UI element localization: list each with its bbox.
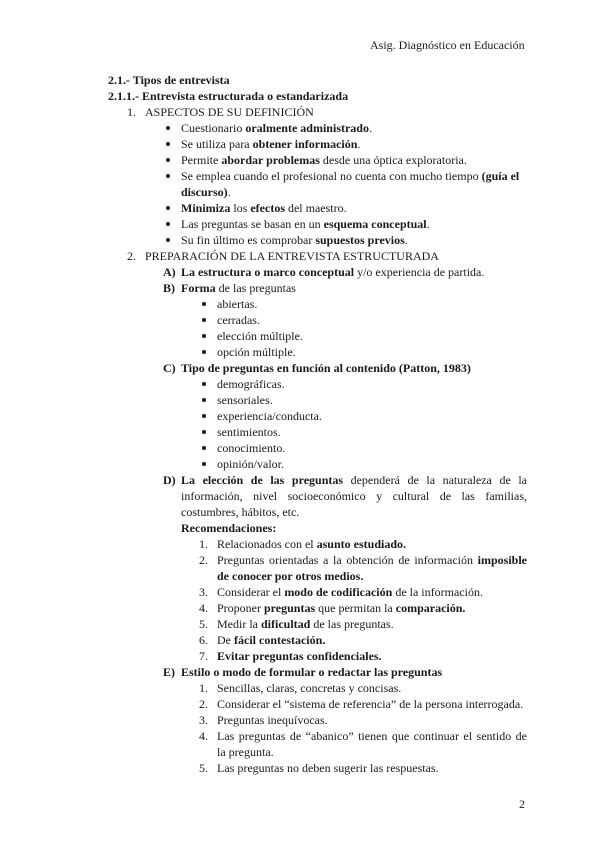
bullet <box>166 158 170 162</box>
rec-item: Proponer preguntas que permitan la comparación. <box>217 601 466 615</box>
item-letter-a: A) <box>163 265 176 279</box>
item-e-text: Estilo o modo de formular o redactar las preguntas <box>181 665 443 679</box>
section-1-title: ASPECTOS DE SU DEFINICIÓN <box>145 105 314 119</box>
rec-item: Evitar preguntas confidenciales. <box>217 649 382 663</box>
rec-item-continuation: de conocer por otros medios. <box>217 569 364 583</box>
section-2-number: 2. <box>127 249 136 263</box>
list-item: Minimiza los efectos del maestro. <box>181 201 347 215</box>
style-number: 3. <box>199 713 208 727</box>
list-item: sensoriales. <box>217 393 273 407</box>
subsection-heading: 2.1.1.- Entrevista estructurada o estandarizada <box>108 89 349 103</box>
rec-number: 3. <box>199 585 208 599</box>
list-item: cerradas. <box>217 313 260 327</box>
item-letter-d: D) <box>163 473 176 487</box>
item-d-line: información, nivel socioeconómico y cultural de las familias, <box>181 489 527 503</box>
list-item: Se utiliza para obtener información. <box>181 137 361 151</box>
style-number: 2. <box>199 697 208 711</box>
list-item: Permite abordar problemas desde una óptica exploratoria. <box>181 153 467 167</box>
rec-item: Medir la dificultad de las preguntas. <box>217 617 394 631</box>
style-number: 5. <box>199 761 208 775</box>
list-item: elección múltiple. <box>217 329 303 343</box>
style-number: 1. <box>199 681 208 695</box>
bullet <box>202 430 206 434</box>
rec-number: 1. <box>199 537 208 551</box>
style-item: Las preguntas de “abanico” tienen que continuar el sentido de <box>217 729 527 743</box>
list-item: experiencia/conducta. <box>217 409 322 423</box>
rec-item: Preguntas orientadas a la obtención de información imposible <box>217 553 527 567</box>
style-item-continuation: la pregunta. <box>217 745 274 759</box>
section-1-number: 1. <box>127 105 136 119</box>
bullet <box>202 414 206 418</box>
bullet <box>202 446 206 450</box>
item-d-line: costumbres, hábitos, etc. <box>181 505 300 519</box>
bullet <box>202 350 206 354</box>
rec-item: Relacionados con el asunto estudiado. <box>217 537 407 551</box>
style-item: Las preguntas no deben sugerir las respuestas. <box>217 761 439 775</box>
list-item: Cuestionario oralmente administrado. <box>181 121 372 135</box>
rec-number: 5. <box>199 617 208 631</box>
bullet <box>202 318 206 322</box>
running-header: Asig. Diagnóstico en Educación <box>370 38 525 52</box>
list-item-continuation: discurso). <box>181 185 231 199</box>
section-2-title: PREPARACIÓN DE LA ENTREVISTA ESTRUCTURADA <box>145 249 439 263</box>
bullet <box>166 238 170 242</box>
item-a-text: La estructura o marco conceptual y/o experiencia de partida. <box>181 265 485 279</box>
list-item: conocimiento. <box>217 441 286 455</box>
list-item: Su fin último es comprobar supuestos previos. <box>181 233 408 247</box>
list-item: abiertas. <box>217 297 258 311</box>
bullet <box>166 142 170 146</box>
item-letter-b: B) <box>163 281 175 295</box>
list-item: opinión/valor. <box>217 457 284 471</box>
page-number: 2 <box>519 797 525 811</box>
item-letter-e: E) <box>163 665 175 679</box>
item-c-text: Tipo de preguntas en función al contenido (Patton, 1983) <box>181 361 471 375</box>
bullet <box>202 398 206 402</box>
rec-number: 6. <box>199 633 208 647</box>
bullet <box>202 302 206 306</box>
bullet <box>166 174 170 178</box>
item-b-text: Forma de las preguntas <box>181 281 296 295</box>
section-heading: 2.1.- Tipos de entrevista <box>108 73 230 87</box>
rec-number: 4. <box>199 601 208 615</box>
bullet <box>202 334 206 338</box>
list-item: sentimientos. <box>217 425 281 439</box>
bullet <box>166 206 170 210</box>
list-item: opción múltiple. <box>217 345 296 359</box>
bullet <box>202 382 206 386</box>
style-item: Sencillas, claras, concretas y concisas. <box>217 681 402 695</box>
bullet <box>166 222 170 226</box>
rec-item: Considerar el modo de codificación de la información. <box>217 585 483 599</box>
bullet <box>166 126 170 130</box>
style-number: 4. <box>199 729 208 743</box>
style-item: Preguntas inequívocas. <box>217 713 328 727</box>
item-letter-c: C) <box>163 361 176 375</box>
rec-number: 2. <box>199 553 208 567</box>
recommendations-title: Recomendaciones: <box>181 521 277 535</box>
item-d-line: La elección de las preguntas dependerá de la naturaleza de la <box>181 473 527 487</box>
list-item: Las preguntas se basan en un esquema conceptual. <box>181 217 430 231</box>
list-item: demográficas. <box>217 377 285 391</box>
rec-item: De fácil contestación. <box>217 633 326 647</box>
list-item: Se emplea cuando el profesional no cuenta con mucho tiempo (guía el <box>181 169 520 183</box>
style-item: Considerar el “sistema de referencia” de la persona interrogada. <box>217 697 524 711</box>
bullet <box>202 462 206 466</box>
rec-number: 7. <box>199 649 208 663</box>
